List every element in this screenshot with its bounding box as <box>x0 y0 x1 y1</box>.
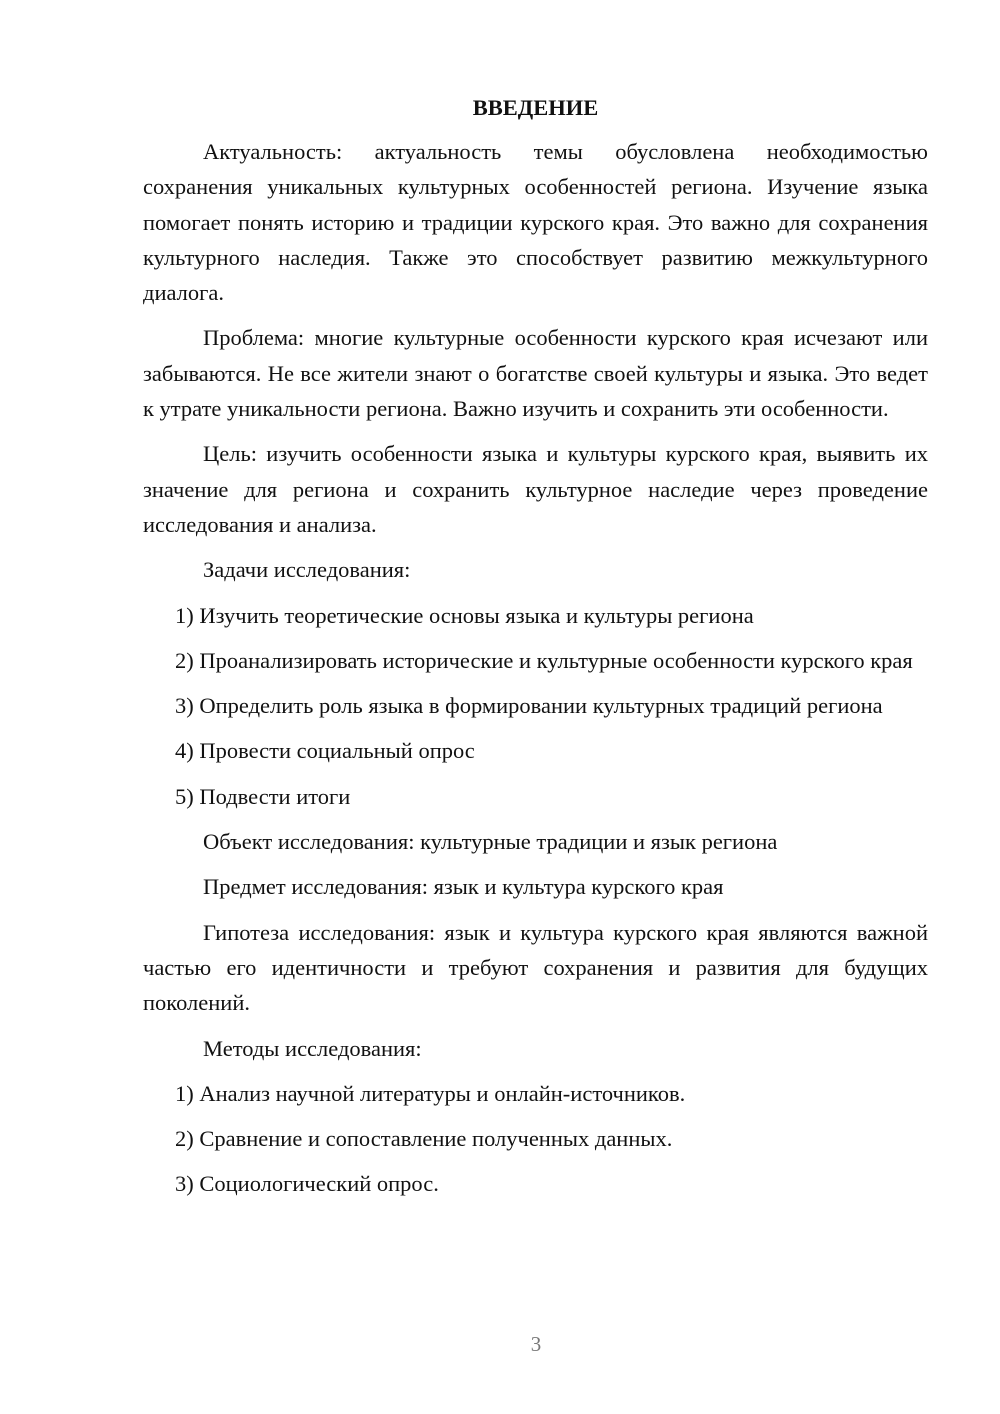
research-subject: Предмет исследования: язык и культура курского края <box>203 874 724 900</box>
method-item: 2) Сравнение и сопоставление полученных данных. <box>175 1126 673 1152</box>
task-item: 3) Определить роль языка в формировании культурных традиций региона <box>175 693 883 719</box>
method-item: 3) Социологический опрос. <box>175 1171 439 1197</box>
task-item: 2) Проанализировать исторические и культурные особенности курского края <box>175 647 913 673</box>
document-page <box>143 90 928 1212</box>
section-title: ВВЕДЕНИЕ <box>472 95 599 120</box>
page-number: 3 <box>530 1332 542 1356</box>
tasks-heading: Задачи исследования: <box>203 557 411 583</box>
research-object: Объект исследования: культурные традиции и язык региона <box>203 829 778 855</box>
problem-paragraph: Проблема: многие культурные особенности курского края исчезают или забываются. Не все жители знают о богатстве своей культуры и языка. Это ведет к утрате уникальности региона. Важно изучить и сохранить эти особенности. <box>143 325 928 422</box>
research-hypothesis: Гипотеза исследования: язык и культура курского края являются важной частью его идентичности и требуют сохранения и развития для будущих поколений. <box>143 919 928 1016</box>
goal-paragraph: Цель: изучить особенности языка и культуры курского края, выявить их значение для региона и сохранить культурное наследие через проведение исследования и анализа. <box>143 441 928 537</box>
task-item: 1) Изучить теоретические основы языка и культуры региона <box>175 602 754 628</box>
methods-heading: Методы исследования: <box>203 1035 422 1061</box>
task-item: 4) Провести социальный опрос <box>175 738 475 764</box>
method-item: 1) Анализ научной литературы и онлайн-источников. <box>175 1080 686 1106</box>
task-item: 5) Подвести итоги <box>175 783 351 809</box>
relevance-paragraph: Актуальность: актуальность темы обусловлена необходимостью сохранения уникальных культурных особенностей региона. Изучение языка помогает понять историю и традиции курского края. Это важно для сохранения культурного наследия. Также это способствует развитию межкультурного диалога. <box>143 139 928 306</box>
